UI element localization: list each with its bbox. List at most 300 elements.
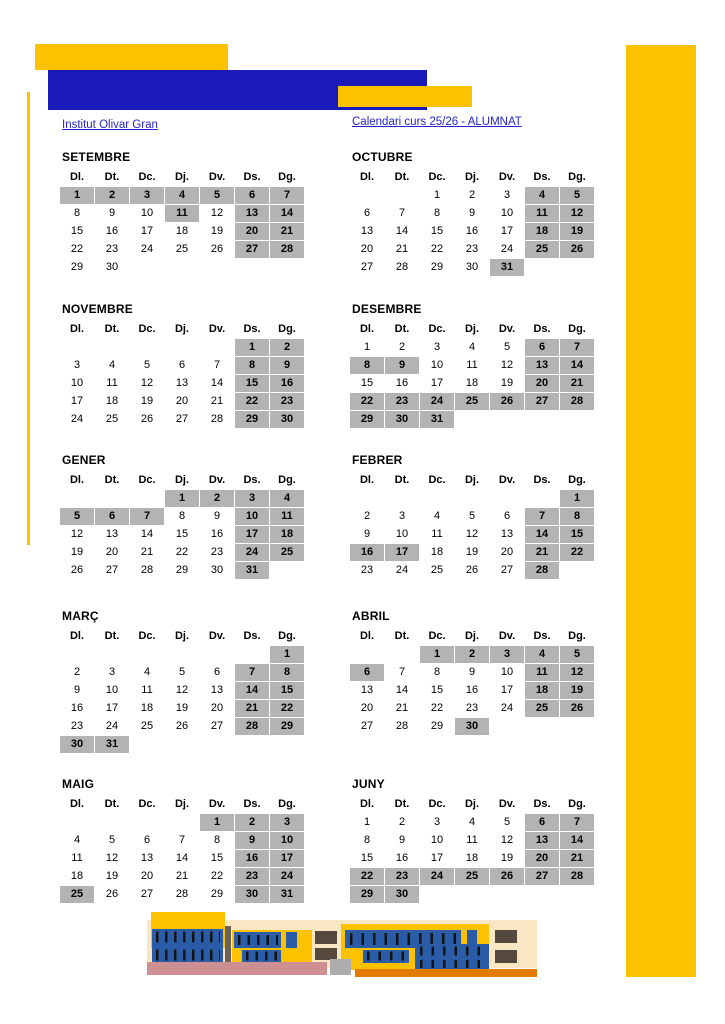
day-cell: 10 [70, 377, 84, 389]
day-cell-empty [60, 814, 94, 831]
day-cell: 2 [363, 510, 371, 522]
day-cell: 12 [500, 359, 514, 371]
day-cell: 8 [235, 357, 269, 374]
month-novembre [60, 298, 350, 449]
day-cell: 9 [270, 357, 304, 374]
months-grid [60, 146, 602, 903]
day-cell: 27 [525, 393, 559, 410]
day-header: Dj. [174, 630, 190, 642]
day-cell: 25 [175, 243, 189, 255]
month-days-grid [60, 796, 350, 903]
day-cell: 13 [235, 205, 269, 222]
day-cell: 11 [431, 528, 443, 540]
day-cell: 15 [175, 528, 189, 540]
day-cell: 28 [140, 564, 154, 576]
day-cell: 5 [178, 666, 186, 678]
day-cell: 1 [433, 189, 441, 201]
day-cell: 5 [60, 508, 94, 525]
day-cell: 5 [200, 187, 234, 204]
day-cell: 15 [430, 225, 444, 237]
day-cell: 21 [560, 850, 594, 867]
day-cell: 8 [178, 510, 186, 522]
day-cell: 9 [108, 207, 116, 219]
day-cell: 24 [420, 393, 454, 410]
day-cell: 15 [360, 377, 374, 389]
day-cell: 20 [525, 375, 559, 392]
month-abril [350, 605, 602, 773]
day-cell-empty [130, 339, 164, 356]
month-title: JUNY [352, 777, 385, 791]
day-cell: 29 [235, 411, 269, 428]
day-cell: 15 [210, 852, 224, 864]
day-cell: 20 [360, 702, 374, 714]
day-cell: 18 [525, 223, 559, 240]
day-cell: 4 [525, 187, 559, 204]
day-cell: 11 [106, 377, 118, 389]
day-cell: 22 [560, 544, 594, 561]
header-yellow-accent-bar [338, 86, 472, 107]
day-cell: 19 [500, 852, 514, 864]
day-cell: 22 [70, 243, 84, 255]
day-header: Dv. [498, 798, 516, 810]
day-cell: 3 [108, 666, 116, 678]
day-cell: 7 [560, 339, 594, 356]
day-cell: 28 [175, 888, 189, 900]
day-header: Dc. [138, 474, 156, 486]
day-cell: 22 [210, 870, 224, 882]
day-cell: 21 [140, 546, 154, 558]
day-cell: 2 [468, 189, 476, 201]
day-cell: 3 [270, 814, 304, 831]
day-cell: 30 [235, 886, 269, 903]
day-cell: 2 [398, 341, 406, 353]
day-cell: 23 [360, 564, 374, 576]
day-header: Dg. [568, 630, 586, 642]
day-cell: 14 [235, 682, 269, 699]
day-cell: 29 [175, 564, 189, 576]
day-header: Dg. [278, 323, 296, 335]
month-octubre [350, 146, 602, 298]
day-header: Ds. [533, 171, 551, 183]
day-header: Dc. [138, 323, 156, 335]
day-cell: 31 [420, 411, 454, 428]
day-cell: 28 [210, 413, 224, 425]
month-title: MAIG [62, 777, 95, 791]
day-cell-empty [95, 646, 129, 663]
day-cell: 26 [465, 564, 479, 576]
day-cell: 4 [165, 187, 199, 204]
day-cell: 29 [210, 888, 224, 900]
day-cell: 7 [235, 664, 269, 681]
day-header: Dl. [69, 630, 85, 642]
day-cell: 19 [70, 546, 84, 558]
day-cell: 17 [235, 526, 269, 543]
day-cell: 1 [270, 646, 304, 663]
day-cell: 3 [433, 816, 441, 828]
day-cell: 7 [398, 666, 406, 678]
day-cell: 19 [465, 546, 479, 558]
day-cell: 18 [70, 870, 84, 882]
day-cell: 10 [235, 508, 269, 525]
day-header: Dc. [138, 630, 156, 642]
day-cell: 21 [525, 544, 559, 561]
day-cell: 21 [395, 702, 409, 714]
day-cell: 14 [140, 528, 154, 540]
day-header: Dv. [498, 474, 516, 486]
day-cell: 29 [350, 411, 384, 428]
day-cell: 30 [465, 261, 479, 273]
day-cell: 22 [175, 546, 189, 558]
day-cell: 17 [105, 702, 119, 714]
day-cell: 17 [270, 850, 304, 867]
day-cell: 7 [560, 814, 594, 831]
day-cell: 9 [363, 528, 371, 540]
day-cell-empty [165, 814, 199, 831]
day-cell: 3 [490, 646, 524, 663]
day-cell: 29 [350, 886, 384, 903]
day-cell: 9 [213, 510, 221, 522]
day-cell: 22 [430, 243, 444, 255]
day-cell: 31 [95, 736, 129, 753]
day-cell: 7 [525, 508, 559, 525]
day-cell: 27 [140, 888, 154, 900]
day-cell: 3 [433, 341, 441, 353]
day-cell: 14 [210, 377, 224, 389]
day-cell: 1 [363, 816, 371, 828]
day-cell: 15 [430, 684, 444, 696]
day-cell: 28 [270, 241, 304, 258]
day-header: Dg. [568, 323, 586, 335]
day-cell: 26 [560, 700, 594, 717]
day-header: Ds. [533, 630, 551, 642]
school-building-illustration [145, 910, 555, 988]
day-cell: 31 [490, 259, 524, 276]
month-title: GENER [62, 453, 106, 467]
day-header: Ds. [533, 323, 551, 335]
day-cell: 17 [385, 544, 419, 561]
day-cell: 4 [270, 490, 304, 507]
day-cell: 12 [560, 664, 594, 681]
day-cell: 16 [210, 528, 224, 540]
day-cell: 18 [140, 702, 154, 714]
day-cell: 17 [430, 377, 444, 389]
day-cell: 9 [235, 832, 269, 849]
day-cell: 21 [395, 243, 409, 255]
day-cell-empty [165, 339, 199, 356]
day-cell: 2 [398, 816, 406, 828]
day-cell: 19 [105, 870, 119, 882]
day-cell: 20 [500, 546, 514, 558]
day-cell: 24 [420, 868, 454, 885]
day-cell: 6 [350, 664, 384, 681]
day-cell: 8 [350, 357, 384, 374]
day-cell: 23 [270, 393, 304, 410]
day-cell: 25 [140, 720, 154, 732]
day-cell: 22 [350, 393, 384, 410]
day-cell: 28 [395, 720, 409, 732]
day-cell: 15 [70, 225, 84, 237]
day-cell: 5 [143, 359, 151, 371]
day-cell: 10 [500, 666, 514, 678]
day-cell: 29 [70, 261, 84, 273]
day-cell: 20 [525, 850, 559, 867]
day-header: Dc. [428, 323, 446, 335]
day-cell: 10 [395, 528, 409, 540]
day-cell: 16 [70, 702, 84, 714]
day-cell: 19 [560, 682, 594, 699]
day-cell: 28 [560, 393, 594, 410]
day-cell: 13 [525, 357, 559, 374]
day-cell: 18 [465, 377, 479, 389]
day-cell: 3 [503, 189, 511, 201]
day-cell: 29 [270, 718, 304, 735]
day-cell: 9 [398, 834, 406, 846]
day-cell: 5 [560, 646, 594, 663]
day-cell: 23 [465, 243, 479, 255]
day-cell-empty [200, 646, 234, 663]
day-cell: 9 [73, 684, 81, 696]
day-cell: 11 [525, 205, 559, 222]
day-cell: 28 [525, 562, 559, 579]
day-cell: 14 [560, 832, 594, 849]
day-header: Dv. [498, 323, 516, 335]
day-cell: 23 [70, 720, 84, 732]
day-cell: 18 [105, 395, 119, 407]
day-cell: 26 [105, 888, 119, 900]
day-cell: 19 [500, 377, 514, 389]
day-cell: 21 [270, 223, 304, 240]
day-header: Ds. [533, 474, 551, 486]
day-cell: 6 [213, 666, 221, 678]
day-cell: 16 [350, 544, 384, 561]
day-cell-empty [420, 490, 454, 507]
day-header: Dt. [104, 323, 120, 335]
month-days-grid [350, 472, 602, 579]
day-cell: 9 [468, 207, 476, 219]
day-cell-empty [130, 646, 164, 663]
month-setembre [60, 146, 350, 298]
month-title: FEBRER [352, 453, 403, 467]
day-cell: 25 [525, 700, 559, 717]
day-cell: 28 [235, 718, 269, 735]
day-cell: 26 [70, 564, 84, 576]
month-days-grid [60, 169, 350, 276]
day-cell: 5 [108, 834, 116, 846]
day-header: Dg. [278, 171, 296, 183]
day-cell: 16 [465, 225, 479, 237]
day-cell: 30 [385, 886, 419, 903]
month-days-grid [350, 796, 602, 903]
day-cell: 12 [140, 377, 154, 389]
day-cell: 4 [73, 834, 81, 846]
day-cell: 2 [235, 814, 269, 831]
day-cell: 15 [270, 682, 304, 699]
day-cell: 30 [270, 411, 304, 428]
day-cell: 28 [395, 261, 409, 273]
day-cell: 30 [385, 411, 419, 428]
day-cell: 10 [430, 834, 444, 846]
month-days-grid [60, 472, 350, 579]
day-cell: 20 [210, 702, 224, 714]
day-cell-empty [60, 646, 94, 663]
month-gener [60, 449, 350, 605]
day-cell: 2 [455, 646, 489, 663]
day-header: Dj. [464, 630, 480, 642]
day-cell: 4 [108, 359, 116, 371]
day-cell: 27 [175, 413, 189, 425]
month-febrer [350, 449, 602, 605]
month-days-grid [350, 628, 602, 735]
day-cell: 20 [235, 223, 269, 240]
day-cell: 26 [490, 868, 524, 885]
day-cell: 1 [560, 490, 594, 507]
day-header: Dg. [568, 798, 586, 810]
day-cell: 1 [235, 339, 269, 356]
day-cell: 22 [350, 868, 384, 885]
day-cell-empty [130, 490, 164, 507]
day-cell: 24 [70, 413, 84, 425]
day-header: Dt. [104, 474, 120, 486]
day-cell: 15 [360, 852, 374, 864]
day-cell: 24 [235, 544, 269, 561]
calendar-title-link[interactable]: Calendari curs 25/26 - ALUMNAT [352, 116, 522, 128]
day-cell: 13 [360, 684, 374, 696]
day-cell: 27 [500, 564, 514, 576]
institution-link[interactable]: Institut Olivar Gran [62, 119, 158, 131]
day-cell: 3 [235, 490, 269, 507]
day-cell: 7 [270, 187, 304, 204]
day-cell: 16 [395, 377, 409, 389]
day-cell: 26 [560, 241, 594, 258]
day-cell: 6 [95, 508, 129, 525]
month-title: DESEMBRE [352, 302, 422, 316]
day-cell-empty [385, 646, 419, 663]
day-header: Dt. [394, 630, 410, 642]
month-days-grid [60, 628, 350, 753]
day-cell: 14 [525, 526, 559, 543]
day-cell: 12 [560, 205, 594, 222]
day-header: Dt. [394, 323, 410, 335]
day-cell: 13 [140, 852, 154, 864]
day-header: Dl. [359, 474, 375, 486]
day-cell: 14 [395, 684, 409, 696]
day-header: Dc. [428, 798, 446, 810]
day-cell: 1 [165, 490, 199, 507]
day-cell-empty [385, 187, 419, 204]
day-cell: 8 [363, 834, 371, 846]
day-cell: 26 [210, 243, 224, 255]
day-header: Ds. [243, 171, 261, 183]
left-yellow-rule [27, 92, 30, 545]
month-days-grid [350, 169, 602, 276]
month-title: MARÇ [62, 609, 99, 623]
day-cell: 6 [143, 834, 151, 846]
day-cell: 16 [105, 225, 119, 237]
day-cell: 4 [143, 666, 151, 678]
day-header: Dj. [174, 323, 190, 335]
day-cell: 23 [210, 546, 224, 558]
day-cell: 8 [213, 834, 221, 846]
day-header: Dl. [359, 798, 375, 810]
day-header: Dj. [464, 474, 480, 486]
day-header: Dg. [278, 798, 296, 810]
day-cell: 25 [525, 241, 559, 258]
day-cell: 30 [210, 564, 224, 576]
day-cell: 30 [60, 736, 94, 753]
day-cell: 14 [270, 205, 304, 222]
day-cell: 17 [430, 852, 444, 864]
month-days-grid [60, 321, 350, 428]
day-cell-empty [525, 490, 559, 507]
day-cell: 18 [465, 852, 479, 864]
day-cell: 23 [385, 393, 419, 410]
day-cell: 23 [465, 702, 479, 714]
day-cell: 18 [270, 526, 304, 543]
day-cell: 20 [140, 870, 154, 882]
day-header: Dg. [568, 474, 586, 486]
day-cell: 19 [210, 225, 224, 237]
day-cell: 6 [525, 339, 559, 356]
day-header: Ds. [243, 323, 261, 335]
day-cell: 17 [500, 684, 514, 696]
day-cell: 15 [560, 526, 594, 543]
day-cell: 5 [468, 510, 476, 522]
day-cell: 20 [105, 546, 119, 558]
day-header: Dl. [69, 171, 85, 183]
day-cell: 25 [455, 393, 489, 410]
day-header: Dg. [278, 474, 296, 486]
day-cell-empty [95, 490, 129, 507]
day-cell: 8 [433, 666, 441, 678]
day-cell: 24 [270, 868, 304, 885]
day-cell: 24 [105, 720, 119, 732]
day-cell: 2 [73, 666, 81, 678]
day-cell: 25 [105, 413, 119, 425]
day-header: Dj. [174, 171, 190, 183]
day-cell: 26 [490, 393, 524, 410]
day-cell: 20 [360, 243, 374, 255]
day-cell: 12 [105, 852, 119, 864]
day-cell: 10 [430, 359, 444, 371]
day-cell: 1 [363, 341, 371, 353]
day-cell: 27 [525, 868, 559, 885]
day-header: Dl. [69, 474, 85, 486]
day-cell: 18 [525, 682, 559, 699]
day-header: Dg. [278, 630, 296, 642]
day-cell: 9 [385, 357, 419, 374]
day-header: Ds. [243, 798, 261, 810]
day-cell: 9 [468, 666, 476, 678]
day-header: Dt. [394, 474, 410, 486]
day-cell: 6 [235, 187, 269, 204]
day-cell: 12 [465, 528, 479, 540]
day-cell: 16 [465, 684, 479, 696]
day-cell: 18 [430, 546, 444, 558]
day-header: Dt. [104, 171, 120, 183]
day-cell: 28 [560, 868, 594, 885]
day-header: Dj. [174, 798, 190, 810]
day-cell: 7 [398, 207, 406, 219]
day-cell: 16 [395, 852, 409, 864]
day-header: Dt. [104, 798, 120, 810]
day-cell: 17 [70, 395, 84, 407]
day-header: Dv. [498, 630, 516, 642]
month-title: NOVEMBRE [62, 302, 133, 316]
day-cell: 11 [71, 852, 83, 864]
day-cell: 5 [503, 816, 511, 828]
day-cell-empty [350, 490, 384, 507]
day-cell: 1 [420, 646, 454, 663]
